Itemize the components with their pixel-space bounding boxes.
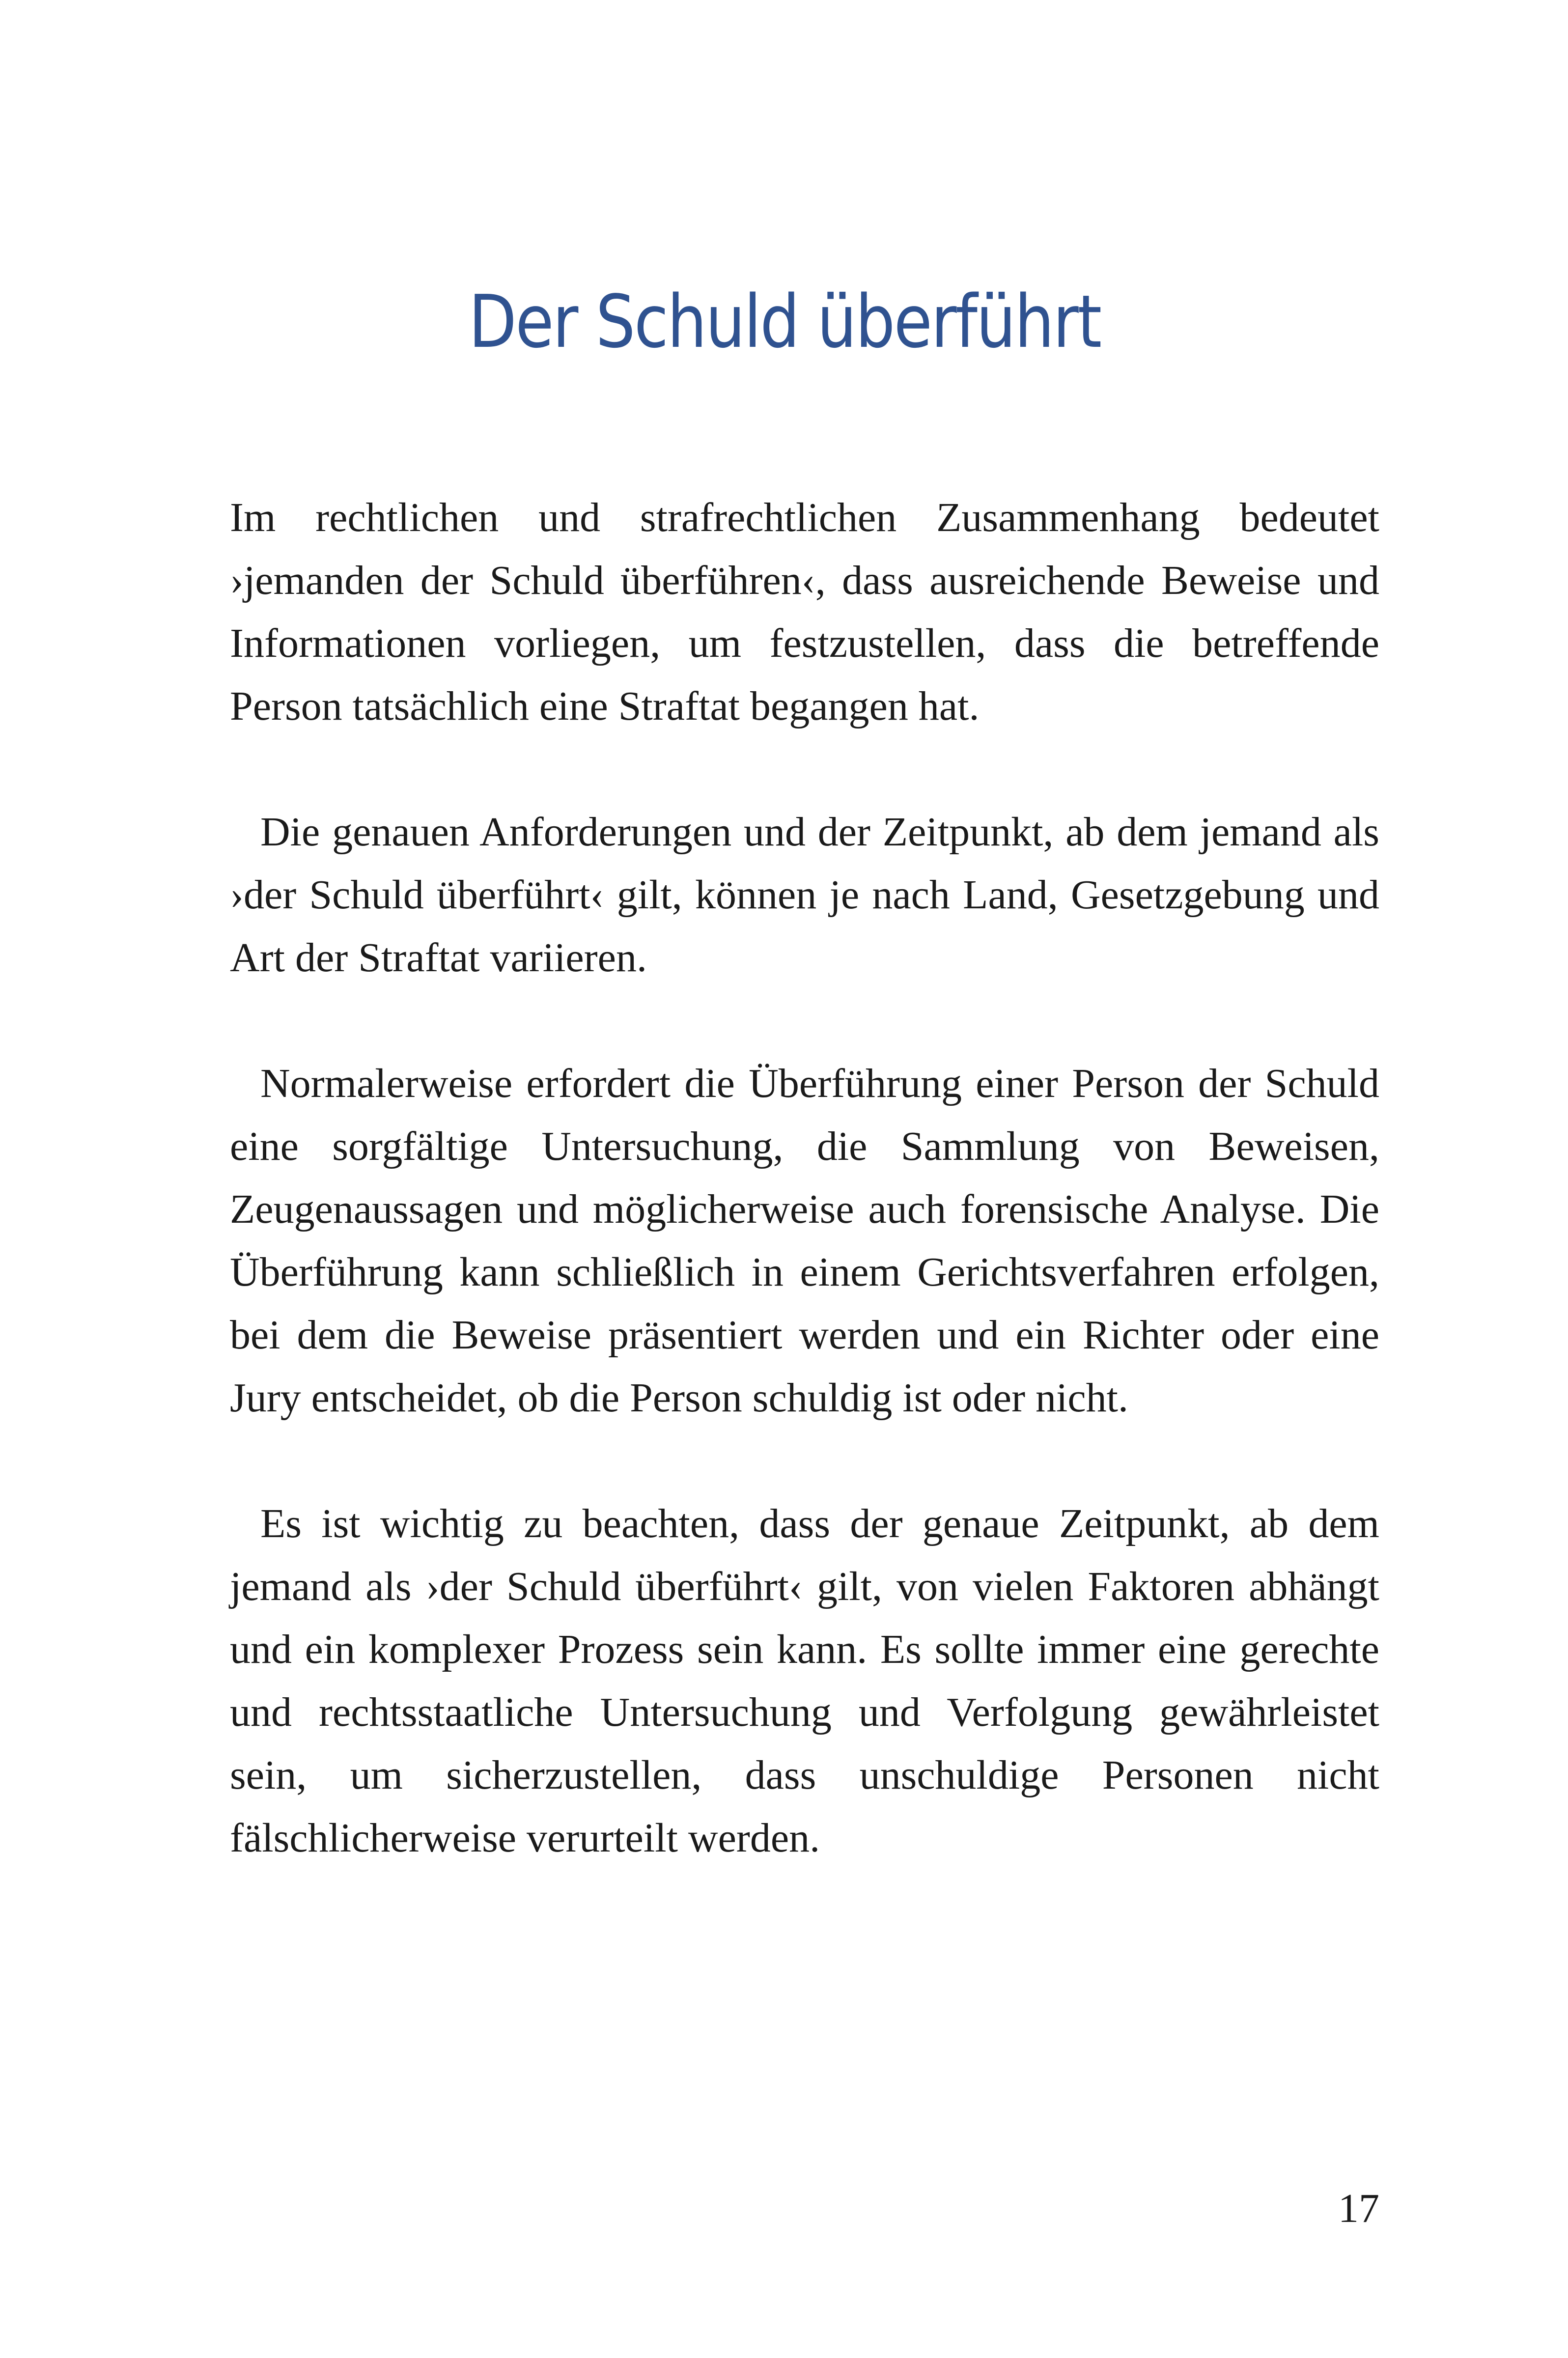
paragraph-1: Im rechtlichen und strafrechtlichen Zusammenhang bedeutet ›jemanden der Schuld überführen‹, dass ausreichende Beweise und Informationen vorliegen, um festzustellen, dass die betreffende Person tatsächlich eine Straftat begangen hat. [230, 495, 1379, 729]
paragraph-4: Es ist wichtig zu beachten, dass der genaue Zeitpunkt, ab dem jemand als ›der Schuld überführt‹ gilt, von vielen Faktoren abhängt und ein komplexer Prozess sein kann. Es sollte immer eine gerechte und rechtsstaatliche Untersuchung und Verfolgung gewährleistet sein, um sicherzustellen, dass unschuldige Personen nicht fälschlicherweise verurteilt werden. [230, 1501, 1379, 1861]
chapter-title: Der Schuld überführt [468, 280, 1101, 364]
body-text [230, 486, 1379, 1933]
paragraph-3: Normalerweise erfordert die Überführung einer Person der Schuld eine sorgfältige Untersuchung, die Sammlung von Beweisen, Zeugenaussagen und möglicherweise auch forensische Analyse. Die Überführung kann schließlich in einem Gerichtsverfahren erfolgen, bei dem die Beweise präsentiert werden und ein Richter oder eine Jury entscheidet, ob die Person schuldig ist oder nicht. [230, 1061, 1379, 1421]
page-number: 17 [1338, 2186, 1379, 2231]
paragraph-2: Die genauen Anforderungen und der Zeitpunkt, ab dem jemand als ›der Schuld überführt‹ gilt, können je nach Land, Gesetzgebung und Art der Straftat variieren. [230, 809, 1379, 981]
